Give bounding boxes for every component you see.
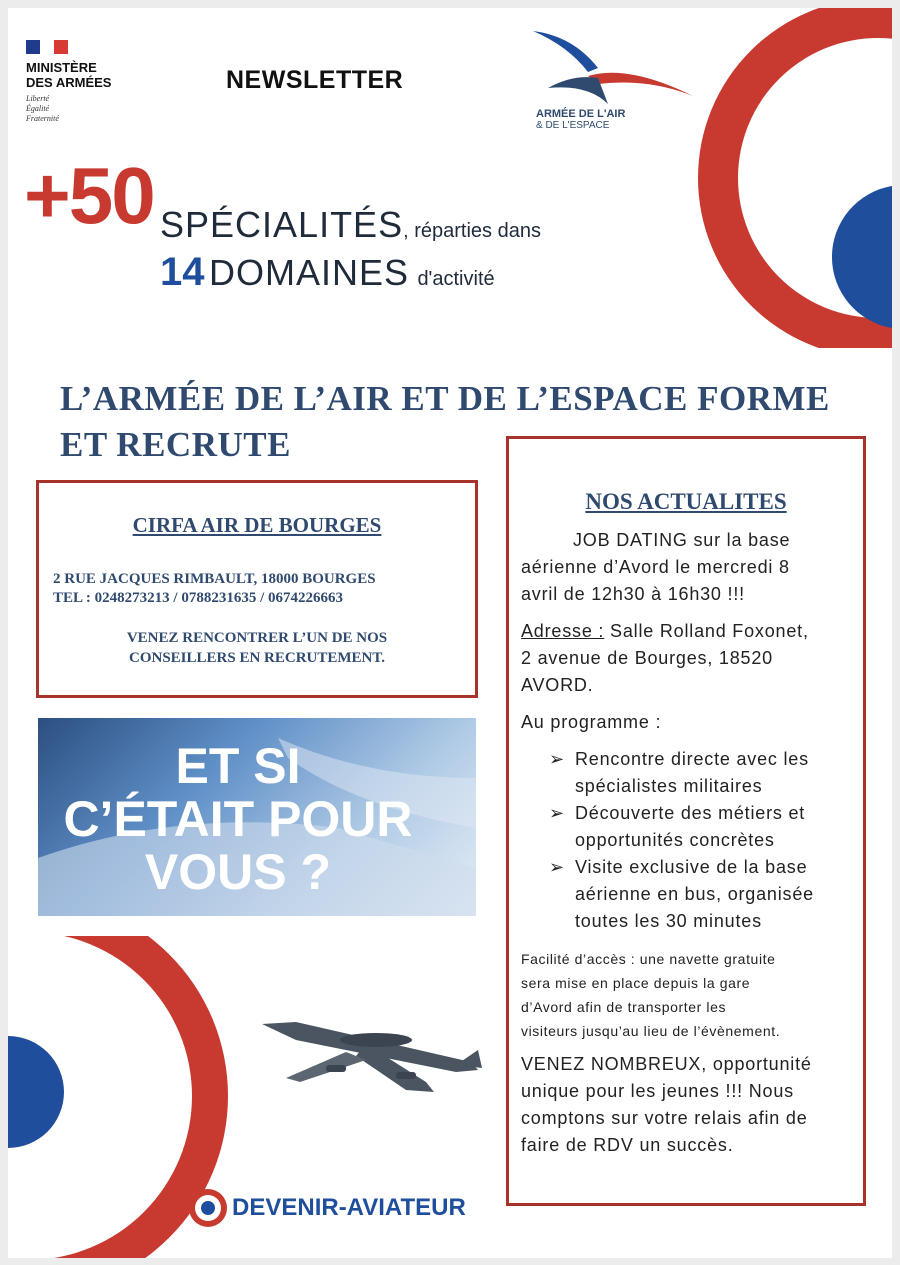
arrow-bullet-icon: ➢ [549, 749, 565, 769]
motto-fraternite: Fraternité [26, 114, 59, 123]
french-flag-icon [26, 40, 68, 54]
motto-egalite: Égalité [26, 104, 50, 113]
bullet-2-line-2: opportunités concrètes [575, 830, 775, 850]
promo-banner [38, 718, 476, 916]
access-line-1: Facilité d’accès : une navette gratuite [521, 951, 776, 967]
intro-line-1: JOB DATING sur la base [573, 530, 791, 550]
domaines-word: DOMAINES [208, 252, 409, 293]
arrow-bullet-icon: ➢ [549, 803, 565, 823]
roundel-small-icon [188, 1188, 228, 1228]
specialites-word: SPÉCIALITÉS [160, 204, 404, 245]
hero-line-2 [160, 250, 495, 295]
newsletter-page [8, 8, 892, 1258]
closing-line-2: unique pour les jeunes !!! Nous [521, 1081, 794, 1101]
intro-line-3: avril de 12h30 à 16h30 !!! [521, 584, 745, 604]
closing-line-3: comptons sur votre relais afin de [521, 1108, 808, 1128]
list-item [549, 800, 851, 854]
intro-line-2: aérienne d’Avord le mercredi 8 [521, 557, 790, 577]
address-label: Adresse : [521, 621, 605, 641]
access-line-2: sera mise en place depuis la gare [521, 975, 751, 991]
plus-50-figure: +50 [24, 151, 154, 240]
promo-line-1: ET SI [175, 738, 301, 794]
programme-label: Au programme : [521, 712, 662, 732]
ministry-line-1: MINISTÈRE [26, 60, 97, 75]
hero-line-1 [160, 204, 541, 246]
armee-air-logo-icon [528, 26, 698, 106]
event-address [521, 618, 851, 699]
page-title-line-1: L’ARMÉE DE L’AIR ET DE L’ESPACE FORME [60, 379, 830, 418]
access-line-4: visiteurs jusqu’au lieu de l’évènement. [521, 1023, 781, 1039]
bullet-3-line-1: Visite exclusive de la base [575, 857, 808, 877]
cirfa-invite-line-1: VENEZ RENCONTRER L’UN DE NOS [126, 630, 388, 646]
cirfa-address: 2 RUE JACQUES RIMBAULT, 18000 BOURGES [53, 571, 376, 587]
cirfa-phone: TEL : 0248273213 / 0788231635 / 0674226663 [53, 590, 344, 606]
closing-line-4: faire de RDV un succès. [521, 1135, 734, 1155]
bullet-2-line-1: Découverte des métiers et [575, 803, 806, 823]
address-line-1: Salle Rolland Foxonet, [604, 621, 809, 641]
activite-text: d'activité [417, 268, 495, 290]
bullet-1-line-1: Rencontre directe avec les [575, 749, 809, 769]
motto-liberte: Liberté [26, 94, 50, 103]
access-info [521, 947, 851, 1043]
closing-line-1: VENEZ NOMBREUX, opportunité [521, 1054, 812, 1074]
job-dating-intro [521, 527, 851, 608]
cirfa-invite-line-2: CONSEILLERS EN RECRUTEMENT. [128, 650, 386, 666]
ministry-line-2: DES ARMÉES [26, 75, 112, 90]
access-line-3: d’Avord afin de transporter les [521, 999, 727, 1015]
page-title-line-2: ET RECRUTE [60, 425, 291, 464]
brand-line-1: ARMÉE DE L'AIR [536, 108, 626, 120]
news-box [506, 436, 866, 1206]
list-item [549, 746, 851, 800]
cirfa-invite [39, 628, 475, 668]
arrow-bullet-icon: ➢ [549, 857, 565, 877]
bullet-3-line-2: aérienne en bus, organisée [575, 884, 814, 904]
reparties-text: , réparties dans [403, 220, 541, 242]
news-body [521, 527, 851, 1159]
brand-line-2: & DE L'ESPACE [536, 120, 610, 131]
bullet-1-line-2: spécialistes militaires [575, 776, 763, 796]
address-line-3: AVORD. [521, 675, 594, 695]
address-line-2: 2 avenue de Bourges, 18520 [521, 648, 773, 668]
promo-line-2: C’ÉTAIT POUR [63, 791, 413, 847]
cirfa-contact [53, 570, 475, 608]
devenir-aviateur-brand: DEVENIR-AVIATEUR [232, 1194, 466, 1221]
programme-list [521, 746, 851, 935]
armee-air-brand [536, 108, 625, 132]
list-item [549, 854, 851, 935]
news-heading: NOS ACTUALITES [585, 489, 787, 514]
promo-line-3: VOUS ? [144, 844, 332, 900]
newsletter-title: NEWSLETTER [226, 66, 404, 94]
cirfa-box [36, 480, 478, 698]
promo-text [38, 740, 438, 899]
number-14: 14 [160, 250, 205, 294]
closing-message [521, 1051, 851, 1159]
cirfa-heading: CIRFA AIR DE BOURGES [132, 513, 382, 537]
ministry-motto [26, 94, 59, 124]
ministry-name [26, 60, 111, 90]
bullet-3-line-3: toutes les 30 minutes [575, 911, 762, 931]
awacs-aircraft-image [256, 1010, 486, 1100]
